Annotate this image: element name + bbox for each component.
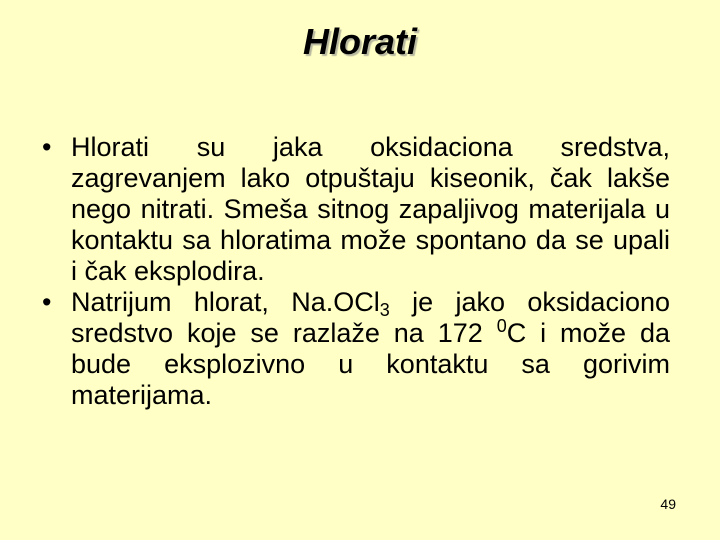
bullet-item-1 — [36, 132, 670, 287]
subscript-3: 3 — [379, 300, 390, 320]
bullet-text-2-part-1: Natrijum hlorat, Na.OCl — [71, 287, 380, 317]
bullet-text-1: Hlorati su jaka oksidaciona sredstva, zagrevanjem lako otpuštaju kiseonik, čak lakše nego nitrati. Smeša sitnog zapaljivog materijala u kontaktu sa hloratima može spontano da se upali i čak eksplodira. — [71, 132, 670, 286]
bullet-icon: • — [42, 132, 52, 162]
bullet-text-2-part-2: je jako oksidaciono sredstvo koje se razlaže na 172 — [71, 287, 670, 348]
page-number: 49 — [660, 496, 676, 512]
superscript-0: 0 — [496, 316, 507, 336]
bullet-list — [36, 132, 670, 411]
bullet-item-2 — [36, 287, 670, 411]
bullet-text-2-part-3: C i može da bude eksplozivno u kontaktu sa gorivim materijama. — [71, 318, 670, 410]
bullet-icon: • — [42, 287, 52, 317]
slide-title: Hlorati — [302, 21, 417, 62]
